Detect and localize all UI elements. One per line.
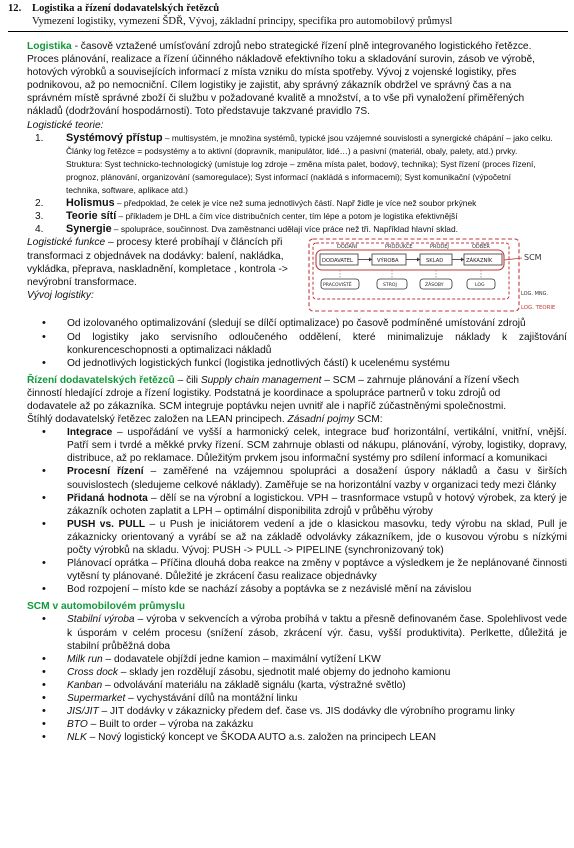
bullet-icon: • — [42, 356, 46, 369]
scm-line: činností hledající zdroje a řízení logistiky. Podstatná je koordinace a spolupráce partnerů v toku zdrojů od — [27, 387, 501, 399]
theory-name: Systémový přístup — [66, 131, 163, 144]
scm-concept-item: • Bod rozpojení – místo kde se nachází zásoby a poptávka se z nezávislé mění na závislou — [42, 583, 472, 596]
theory-text: – spolupráce, součinnost. Dva zaměstnanci udělají více práce než tři. Například hlavní sklad. — [111, 224, 458, 235]
theory-text: Články log řetězce = podsystémy a to aktivní (dopravník, manipulátor, lidé…) a pasivní (materiál, obaly, palety, atd.) prvky. — [66, 145, 518, 156]
vyvoj-item: • Od logistiky jako servisního odloučeného oddělení, které minimalizuje náklady k zajištování konkurenceschopnosti a optimalizaci nákladů — [42, 330, 567, 356]
arrow-head — [461, 258, 464, 262]
header-rule — [8, 31, 568, 32]
theory-item — [27, 223, 567, 236]
bullet-icon: • — [42, 557, 46, 570]
box-zakaznik-label: ZÁKAZNÍK — [466, 258, 493, 265]
bullet-icon: • — [42, 692, 46, 705]
scm-concept-item: • Integrace – uspořádání ve vyšší a harmonický celek, integrace buď horizontální, vertikální, vnitřní, vnější. Patří sem i tvrdé a měkké prvky řízení. SCM zahrnuje oblasti od nákupu, plánování, výroby, logistiky, dopravy, distribuce, až po reklamace. Důležitým prvkem jsou informační systémy pro sdílení informací a komunikaci — [42, 426, 567, 465]
scm-concept-item: • Plánovací oprátka – Příčina dlouhá doba reakce na změny v poptávce a výsledkem je že neplánované činnosti vytěsní ty plánované. Důležité je zkrácení času realizace objednávky — [42, 557, 567, 583]
vyvoj-item: • Od izolovaného optimalizování (sledují se dílčí optimalizace) po časově podmíněné umístování zdrojů — [42, 317, 526, 330]
auto-item: • Cross dock – sklady jen rozdělují zásobu, sjednotit malé objemy do jednoho kamionu — [42, 665, 451, 678]
bullet-icon: • — [42, 426, 46, 439]
theory-item — [27, 132, 567, 197]
bullet-icon: • — [42, 517, 46, 530]
label-prodej: PRODEJ — [430, 244, 449, 251]
label-produkce: PRODUKCE — [385, 244, 413, 251]
scm-line: dodavatele až po zákazníka. SCM integruje poptávku nejen uvnitř ale i napříč zúčastněnými společnostmi. — [27, 400, 507, 412]
bullet-icon: • — [42, 465, 46, 478]
logistika-line: - časově vztažené umísťování zdrojů nebo strategické řízení plně integrovaného logistického řetězce. — [71, 41, 532, 52]
theory-text: – multisystém, je množina systémů, typické jsou vzájemné souvislosti a synergické chápání – jako celku. — [162, 132, 553, 143]
bullet-icon: • — [42, 583, 46, 596]
theory-name: Teorie sítí — [66, 210, 117, 223]
auto-item: • BTO – Built to order – výroba na zakázku — [42, 718, 254, 731]
theory-number: 1. — [35, 132, 44, 144]
bullet-icon: • — [42, 731, 46, 744]
box-vyroba-label: VÝROBA — [377, 258, 399, 265]
bullet-icon: • — [42, 330, 46, 343]
theory-name: Holismus — [66, 197, 115, 210]
log-mng-label: LOG. MNG. — [521, 291, 549, 298]
vyvoj-list — [27, 317, 567, 369]
bullet-icon: • — [42, 705, 46, 718]
section-number: 12. — [8, 3, 22, 14]
theory-number: 3. — [35, 211, 44, 223]
auto-heading: SCM v automobilovém průmyslu — [27, 601, 185, 613]
logistika-line: Proces plánování, realizace a řízení účinného nákladově efektivního toku a skladování surovin, zásob ve výrobě, — [27, 54, 535, 66]
label-dodani: DODÁNÍ — [337, 244, 358, 251]
scm-concept-item: • Přidaná hodnota – dělí se na výrobní a logistickou. VPH – trasnformace vstupů v hotový výrobek, za který je zákazník ochoten zaplatit a LPH – optimální disponibilita zdrojů v průběhu výroby — [42, 491, 567, 517]
theory-text: – příkladem je DHL a čím více distribučních center, tím lépe a potom je logistika efektivnější — [116, 211, 458, 222]
bullet-icon: • — [42, 652, 46, 665]
scm-concept-item: • PUSH vs. PULL – u Push je iniciátorem vedení a jde o klasickou masovku, tedy výrobu na sklad, Pull je zákaznicky orientovaný a vyrábí se až na základě odvolávky zákazníkem, jde o kusovou výrobu s nízkými počty výrobků na skladu. Vývoj: PUSH -> PULL -> PIPELINE (synchronizovaný tok) — [42, 517, 567, 556]
bullet-icon: • — [42, 718, 46, 731]
functions-line: nevýrobní transformace. — [27, 276, 137, 288]
scm-term: Řízení dodavatelských řetězců — [27, 374, 175, 386]
theory-text: – předpoklad, že celek je více než suma jednotlivých částí. Např židle je více než soubor prkýnek — [114, 198, 477, 209]
box-log-label: LOG — [475, 283, 485, 289]
theory-name: Synergie — [66, 223, 112, 236]
auto-item: • Kanban – odvolávání materiálu na základě signálu (karta, výstražné světlo) — [42, 678, 406, 691]
functions-block — [27, 236, 567, 317]
bullet-icon: • — [42, 613, 46, 626]
theory-text: prognoz, plánování, organizování (samoregulace); Syst informací (nakládá s informacemi); Syst komunikační (výpočetní — [66, 171, 512, 182]
label-odber: ODBĚR — [472, 244, 490, 251]
auto-item: • NLK – Nový logistický koncept ve ŠKODA AUTO a.s. založen na principech LEAN — [42, 731, 437, 744]
functions-term: Logistické funkce — [27, 237, 106, 249]
vyvoj-item: • Od jednotlivých logistických funkcí (logistika jednotlivých částí) k ucelenému systému — [42, 356, 450, 369]
logistika-paragraph — [27, 40, 567, 119]
scm-concept-item: • Procesní řízení – zaměřené na vzájemnou spolupráci a dosažení úspory nákladů a času v širších souvislostech (sledujeme celkové náklady). Zaměřuje se na horizontální vazby v organizaci tedy mezi články — [42, 465, 567, 491]
auto-list — [27, 613, 567, 744]
functions-line: vykládka, přeprava, naskladnění, kompletace , kontrola -> — [27, 263, 288, 275]
vyvoj-heading: Vývoj logistiky: — [27, 289, 94, 301]
scm-label: SCM — [524, 253, 542, 263]
scm-paragraph: Řízení dodavatelských řetězců – čili Supply chain management – SCM – zahrnuje plánování a řízení všech činností hledající zdroje a řízení logistiky. Podstatná je koordinace a spolupráce partnerů v toku zdrojů od dodavatele až po zákazníka. SCM integruje poptávku nejen uvnitř ale i napříč zúčastněnými společnostmi. Štíhlý dodavatelský řetězec založen na LEAN principech. Zásadní pojmy SCM: — [27, 374, 520, 426]
scm-concepts-list — [27, 426, 567, 596]
section-subtitle: Vymezení logistiky, vymezení ŠDŘ, Vývoj, základní principy, specifika pro automobilový průmysl — [32, 16, 453, 27]
bullet-icon: • — [42, 665, 46, 678]
auto-item: • Supermarket – vychystávání dílů na montážní linku — [42, 692, 298, 705]
log-mng-frame — [313, 243, 509, 299]
box-stroj-label: STROJ — [383, 283, 397, 289]
logistika-line: hotových výrobků a souvisejících informací z místa vzniku do místa spotřeby. Vývoj z vojenské logistiky, přes — [27, 67, 517, 79]
functions-line: – procesy které probíhají v článcích při — [105, 237, 283, 249]
theories-list — [27, 132, 567, 237]
functions-line: transformaci z objednávek na dodávky: balení, nakládka, — [27, 250, 284, 262]
auto-item: • JIS/JIT – JIT dodávky v zákaznicky předem def. čase vs. JIS dodávky dle výrobního programu linky — [42, 705, 515, 718]
functions-text — [27, 236, 297, 301]
bullet-icon: • — [42, 678, 46, 691]
logistika-line: správném místě správné zboží či službu v požadované kvalitě a množství, a to vše při vynaložení přiměřených — [27, 93, 525, 105]
logistika-line: nákladů (dodržování hospodárnosti). Toto představuje takzvané pravidlo 7S. — [27, 106, 371, 118]
theory-text: Struktura: Syst technicko-technologický (umístuje log zdroje – změna místa palet, bodový, technika); Syst řízení (proces řízení, — [66, 158, 536, 169]
document-header — [8, 2, 568, 28]
theory-item — [27, 197, 567, 210]
section-title: Logistika a řízení dodavatelských řetězců — [32, 3, 220, 14]
box-zasoby-label: ZÁSOBY — [425, 283, 444, 289]
scm-line: Štíhlý dodavatelský řetězec založen na LEAN principech. — [27, 414, 288, 426]
log-teorie-label: LOG. TEORIE — [521, 305, 556, 312]
arrow-head — [417, 258, 420, 262]
box-pracoviste-label: PRACOVIŠTĚ — [323, 283, 352, 289]
box-dodavatel-label: DODAVATEL — [322, 258, 353, 265]
theory-number: 2. — [35, 198, 44, 210]
scm-diagram — [307, 237, 557, 315]
bullet-icon: • — [42, 491, 46, 504]
bullet-icon: • — [42, 317, 46, 330]
box-sklad-label: SKLAD — [426, 258, 444, 265]
logistika-term: Logistika — [27, 41, 72, 52]
logistika-line: podnikovou, až po nemocniční. Cílem logistiky je zajistit, aby správný zákazník obdržel ve správný čas a na — [27, 80, 512, 92]
theory-number: 4. — [35, 224, 44, 236]
auto-item: • Milk run – dodavatele objíždí jedne kamion – maximální vytížení LKW — [42, 652, 381, 665]
auto-item: • Stabilní výroba – výroba v sekvencích a výroba probíhá v taktu a přesně definovaném čase. Spolehlivost vede k úsporám v celém procesu (snížení zásob, zkrácení výr. času, vyšší produktivita). Perlkette, důležitá je stabilní průběžná doba — [42, 613, 567, 652]
arrow-head — [369, 258, 372, 262]
theory-item — [27, 210, 567, 223]
theories-heading: Logistické teorie: — [27, 119, 104, 131]
document-body — [27, 40, 567, 744]
theory-text: technika, software, aplikace atd.) — [66, 185, 188, 196]
